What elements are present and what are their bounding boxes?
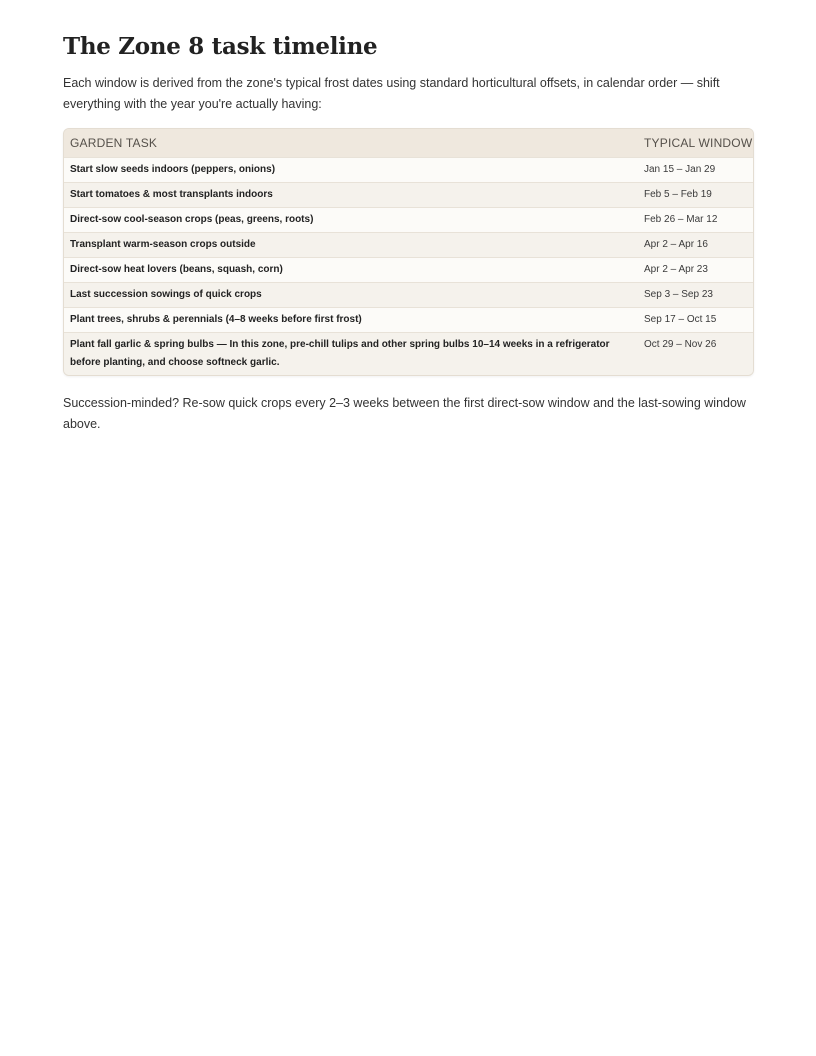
page-title: The Zone 8 task timeline <box>63 33 378 60</box>
table-header-row <box>64 129 754 158</box>
succession-note: Succession-minded? Re-sow quick crops every 2–3 weeks between the first direct-sow window and the last-sowing window above. <box>63 396 746 431</box>
window-cell: Apr 2 – Apr 23 <box>638 258 754 283</box>
intro-paragraph: Each window is derived from the zone's typical frost dates using standard horticultural offsets, in calendar order — shift everything with the year you're actually having: <box>63 76 720 111</box>
table-row <box>64 208 754 233</box>
table-row <box>64 183 754 208</box>
task-cell: Last succession sowings of quick crops <box>64 283 638 308</box>
window-cell: Sep 3 – Sep 23 <box>638 283 754 308</box>
task-cell: Transplant warm-season crops outside <box>64 233 638 258</box>
task-cell: Plant trees, shrubs & perennials (4–8 weeks before first frost) <box>64 308 638 333</box>
task-cell: Plant fall garlic & spring bulbs — In this zone, pre-chill tulips and other spring bulbs 10–14 weeks in a refrigerator before planting, and choose softneck garlic. <box>64 333 638 376</box>
article <box>63 30 754 435</box>
column-header-task: GARDEN TASK <box>64 129 638 158</box>
window-cell: Sep 17 – Oct 15 <box>638 308 754 333</box>
column-header-window: TYPICAL WINDOW <box>638 129 754 158</box>
table-row <box>64 158 754 183</box>
task-timeline-table <box>63 128 754 376</box>
table-row <box>64 283 754 308</box>
task-cell: Start tomatoes & most transplants indoors <box>64 183 638 208</box>
table-row <box>64 308 754 333</box>
task-cell: Direct-sow heat lovers (beans, squash, corn) <box>64 258 638 283</box>
window-cell: Feb 26 – Mar 12 <box>638 208 754 233</box>
window-cell: Feb 5 – Feb 19 <box>638 183 754 208</box>
task-cell: Start slow seeds indoors (peppers, onions) <box>64 158 638 183</box>
table-row <box>64 333 754 376</box>
table-row <box>64 233 754 258</box>
task-cell: Direct-sow cool-season crops (peas, greens, roots) <box>64 208 638 233</box>
table-row <box>64 258 754 283</box>
window-cell: Oct 29 – Nov 26 <box>638 333 754 376</box>
window-cell: Apr 2 – Apr 16 <box>638 233 754 258</box>
window-cell: Jan 15 – Jan 29 <box>638 158 754 183</box>
